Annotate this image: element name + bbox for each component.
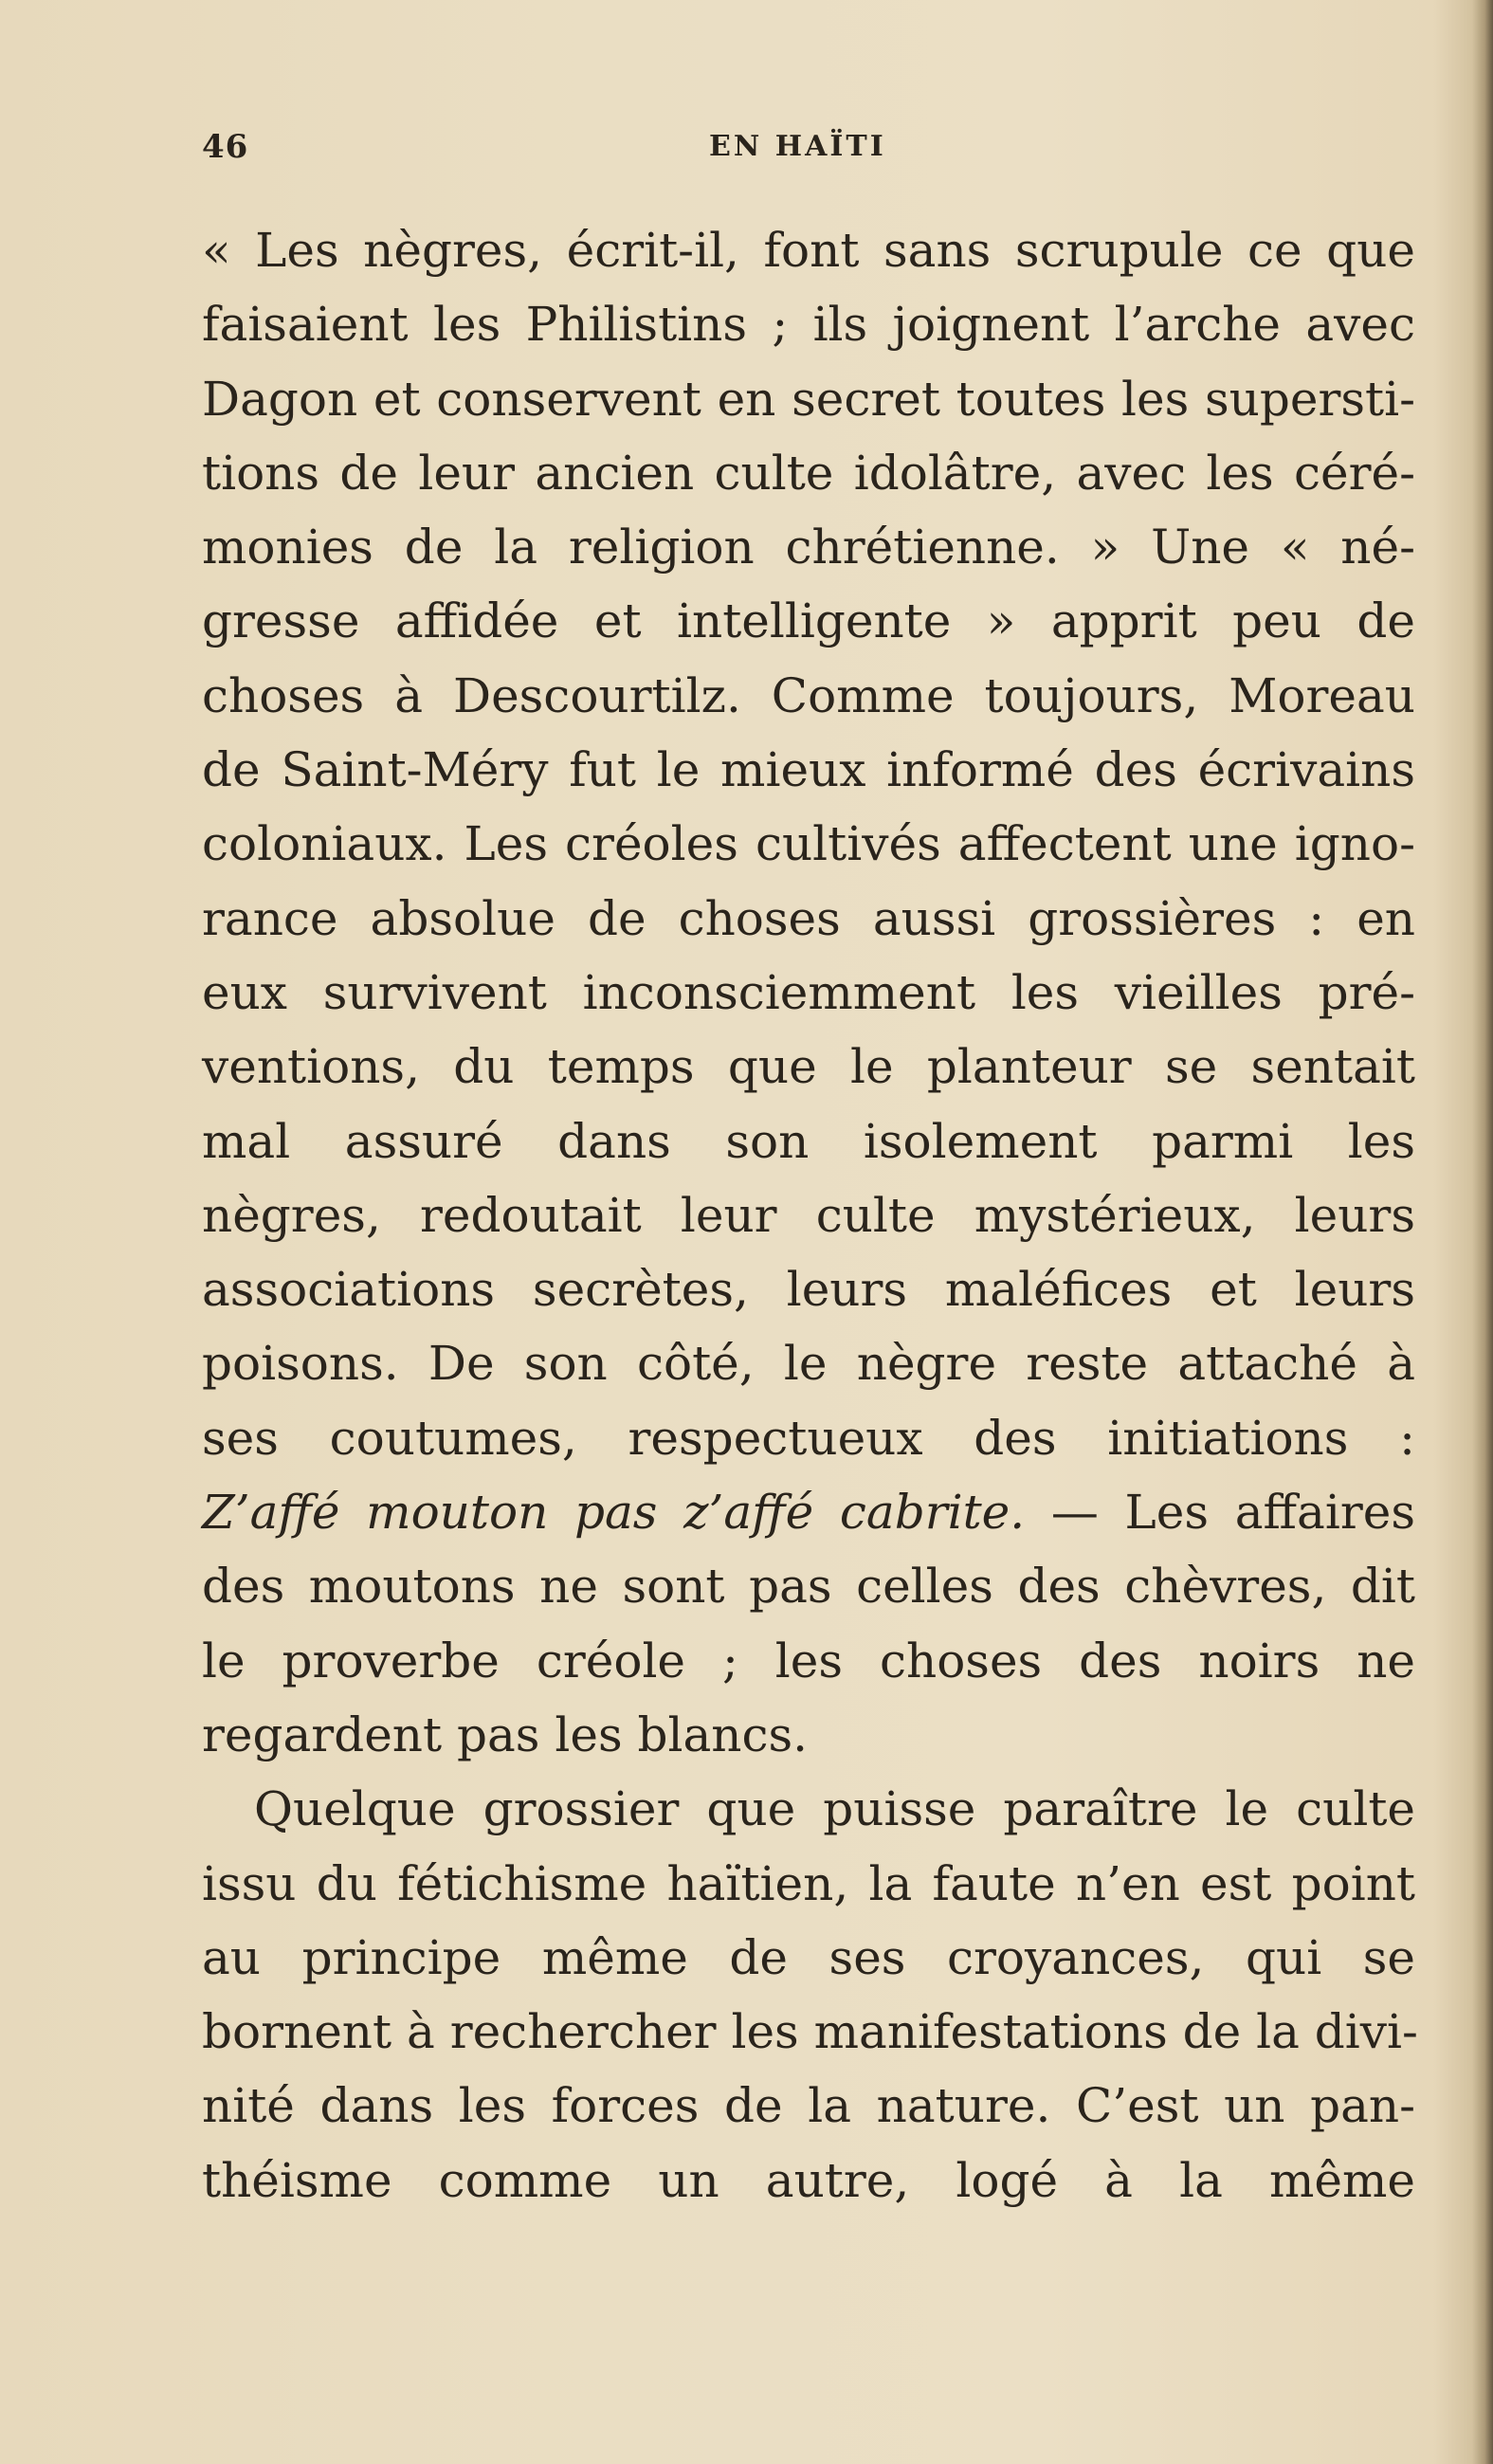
- text-line: Quelque grossier que puisse paraître le culte: [254, 1781, 1415, 1837]
- text-line: associations secrètes, leurs maléfices et leurs: [202, 1262, 1415, 1318]
- text-line: eux survivent inconsciemment les vieilles pré-: [202, 964, 1415, 1020]
- text-line: monies de la religion chrétienne. » Une « né-: [202, 520, 1415, 575]
- text-line: rance absolue de choses aussi grossières : en: [202, 890, 1415, 946]
- text-line: ventions, du temps que le planteur se sentait: [202, 1039, 1415, 1095]
- proverb-rest: — Les affaires: [1025, 1485, 1415, 1541]
- text-line: faisaient les Philistins ; ils joignent l’arche avec: [202, 297, 1415, 353]
- page-number: 46: [202, 128, 249, 166]
- text-line: Dagon et conservent en secret toutes les supersti-: [202, 371, 1415, 427]
- text-line: poisons. De son côté, le nègre reste attaché à: [202, 1336, 1415, 1392]
- text-line: le proverbe créole ; les choses des noirs ne: [202, 1633, 1415, 1688]
- text-line: coloniaux. Les créoles cultivés affectent une igno-: [202, 816, 1415, 872]
- text-line: au principe même de ses croyances, qui se: [202, 1929, 1415, 1985]
- text-line: mal assuré dans son isolement parmi les: [202, 1113, 1415, 1169]
- paragraph-1: [202, 213, 1415, 1772]
- text-line: gresse affidée et intelligente » apprit peu de: [202, 593, 1415, 649]
- page-edge-shadow: [1472, 0, 1493, 2464]
- text-line: nègres, redoutait leur culte mystérieux, leurs: [202, 1187, 1415, 1243]
- page-header: [202, 128, 1415, 175]
- text-line: bornent à rechercher les manifestations de la divi-: [202, 2004, 1418, 2060]
- text-line: nité dans les forces de la nature. C’est un pan-: [202, 2078, 1415, 2134]
- text-line: théisme comme un autre, logé à la même: [202, 2152, 1415, 2208]
- text-line: choses à Descourtilz. Comme toujours, Moreau: [202, 667, 1415, 723]
- text-line: « Les nègres, écrit-il, font sans scrupule ce que: [202, 223, 1415, 278]
- text-line: de Saint-Méry fut le mieux informé des écrivains: [202, 742, 1415, 798]
- running-head: EN HAÏTI: [709, 130, 886, 163]
- text-line: regardent pas les blancs.: [202, 1707, 809, 1762]
- text-line: issu du fétichisme haïtien, la faute n’en est point: [202, 1855, 1415, 1911]
- text-line: tions de leur ancien culte idolâtre, avec les céré-: [202, 445, 1415, 501]
- text-line: ses coutumes, respectueux des initiations :: [202, 1410, 1415, 1466]
- text-line-italic-proverb: [202, 1475, 1415, 1549]
- proverb-italic: Z’affé mouton pas z’affé cabrite.: [202, 1485, 1026, 1541]
- text-line: des moutons ne sont pas celles des chèvres, dit: [202, 1559, 1415, 1615]
- body-text: [202, 213, 1418, 2218]
- paragraph-2: [202, 1772, 1418, 2218]
